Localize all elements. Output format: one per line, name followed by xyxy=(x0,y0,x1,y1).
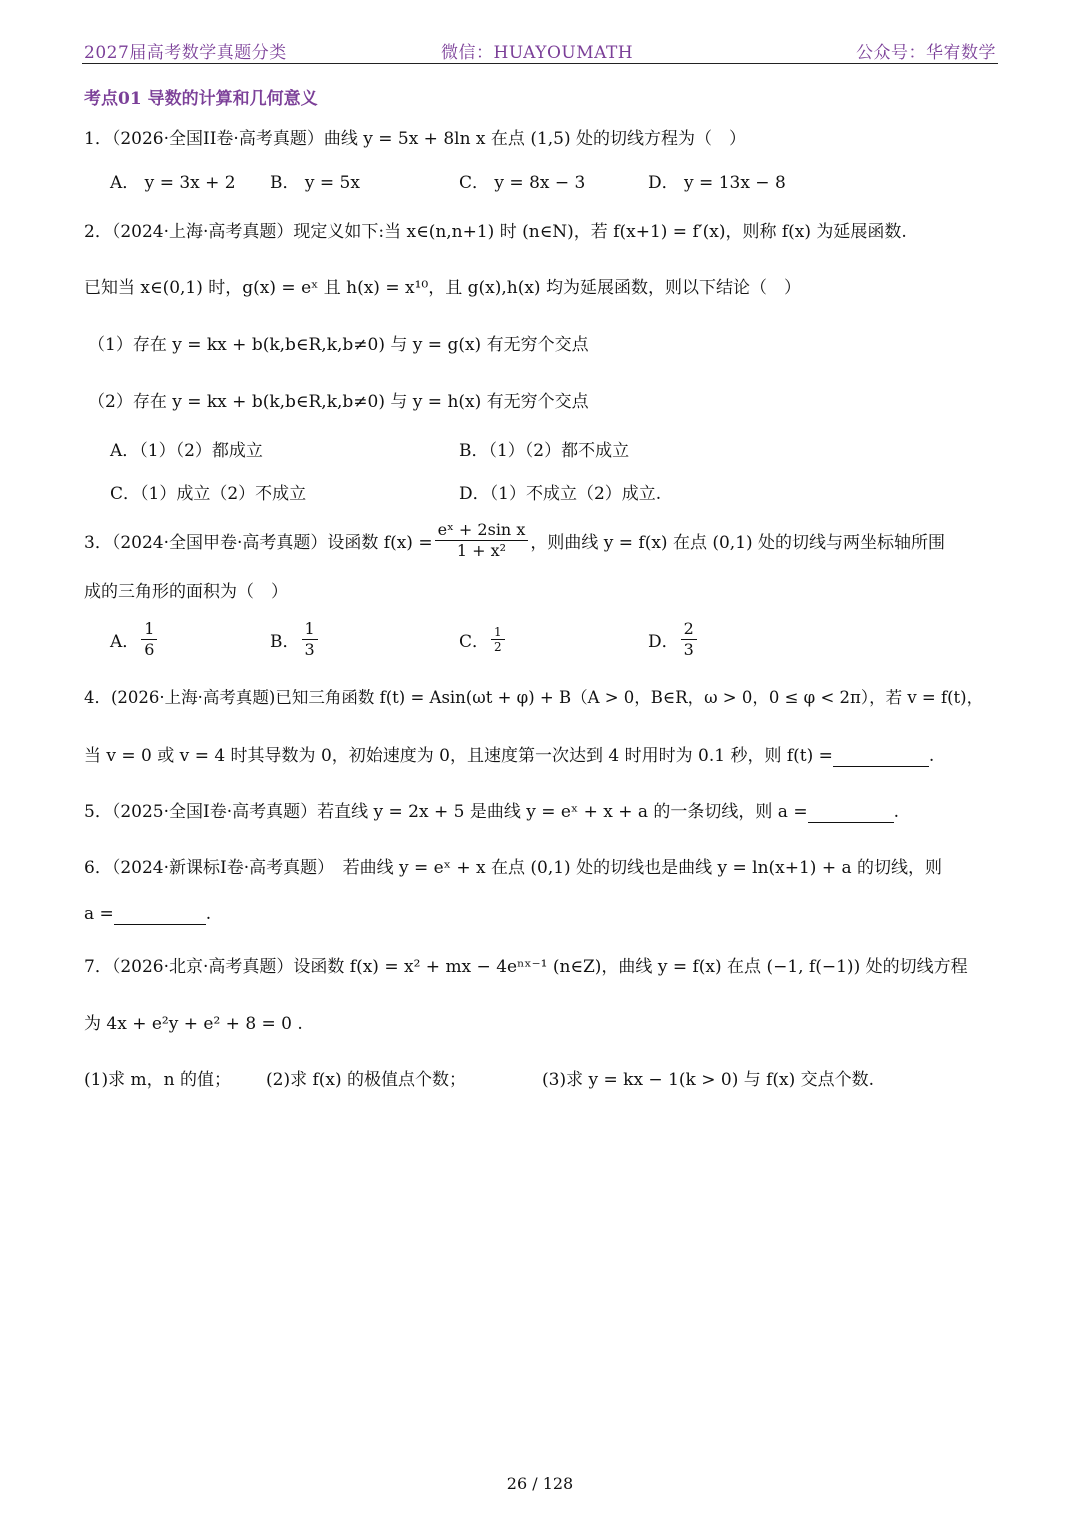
q3-option-d-label: D． xyxy=(648,631,679,652)
q6-answer-blank xyxy=(114,904,206,925)
q1-option-b: B． y = 5x xyxy=(270,173,360,193)
q6-line2-text: a = xyxy=(84,904,114,924)
q4-answer-blank xyxy=(833,746,929,767)
q5-answer-blank xyxy=(808,802,894,823)
question-5-line: 5．（2025·全国I卷·高考真题）若直线 y = 2x + 5 是曲线 y = eˣ + x + a 的一条切线，则 a = . xyxy=(84,802,899,822)
q2-option-c: C．（1）成立（2）不成立 xyxy=(110,484,307,504)
q3-option-b-den: 3 xyxy=(304,639,315,659)
q3-option-c xyxy=(459,616,507,662)
q2-option-b: B．（1）（2）都不成立 xyxy=(459,441,630,461)
question-7-line2: 为 4x + e²y + e² + 8 = 0 . xyxy=(84,1014,303,1034)
question-4-line2: 当 v = 0 或 v = 4 时其导数为 0，初始速度为 0，且速度第一次达到 4 时用时为 0.1 秒，则 f(t) = . xyxy=(84,746,935,766)
q3-option-d-den: 3 xyxy=(683,639,694,659)
q3-stem-post: ，则曲线 y = f(x) 在点 (0,1) 处的切线与两坐标轴所围 xyxy=(530,532,946,553)
page-number: 26 / 128 xyxy=(506,1474,574,1493)
q3-frac-denominator: 1 + x² xyxy=(456,540,507,560)
q3-option-d-num: 2 xyxy=(681,619,697,640)
q3-frac-numerator: eˣ + 2sin x xyxy=(435,520,529,541)
question-3-stem-line2: 成的三角形的面积为（ ） xyxy=(84,582,288,602)
question-2-stem-line1: 2．（2024·上海·高考真题）现定义如下:当 x∈(n,n+1) 时 (n∈N)，若 f(x+1) = f′(x)，则称 f(x) 为延展函数. xyxy=(84,222,907,242)
q3-option-d xyxy=(648,616,699,662)
q2-statement-1: （1）存在 y = kx + b(k,b∈R,k,b≠0) 与 y = g(x) 有无穷个交点 xyxy=(88,335,589,355)
q1-option-a: A． y = 3x + 2 xyxy=(110,173,236,193)
header-right: 公众号：华宥数学 xyxy=(856,43,996,63)
q3-option-c-fraction xyxy=(491,625,505,654)
question-1-stem: 1．（2026·全国II卷·高考真题）曲线 y = 5x + 8ln x 在点 (1,5) 处的切线方程为（ ） xyxy=(84,129,747,149)
section-title: 考点01 导数的计算和几何意义 xyxy=(84,89,318,109)
q3-option-a-den: 6 xyxy=(144,639,155,659)
q3-option-b-num: 1 xyxy=(302,619,318,640)
q4-line2-text: 当 v = 0 或 v = 4 时其导数为 0，初始速度为 0，且速度第一次达到 4 时用时为 0.1 秒，则 f(t) = xyxy=(84,746,833,766)
q5-text: 5．（2025·全国I卷·高考真题）若直线 y = 2x + 5 是曲线 y = eˣ + x + a 的一条切线，则 a = xyxy=(84,802,808,822)
q3-option-a xyxy=(110,616,159,662)
q7-subquestion-2: (2)求 f(x) 的极值点个数； xyxy=(266,1070,467,1090)
q3-option-a-fraction xyxy=(141,619,157,660)
q3-option-b-fraction xyxy=(302,619,318,660)
q3-option-c-num: 1 xyxy=(491,625,505,640)
q3-stem-pre: 3．（2024·全国甲卷·高考真题）设函数 f(x) = xyxy=(84,532,433,553)
q2-option-a: A．（1）（2）都成立 xyxy=(110,441,263,461)
q7-subquestion-3: (3)求 y = kx − 1(k > 0) 与 f(x) 交点个数. xyxy=(542,1070,875,1090)
q7-subquestion-1: (1)求 m，n 的值； xyxy=(84,1070,231,1090)
q3-option-a-label: A． xyxy=(110,631,140,652)
q3-option-a-num: 1 xyxy=(141,619,157,640)
q3-option-b xyxy=(270,616,320,662)
question-6-line1: 6．（2024·新课标I卷·高考真题） 若曲线 y = eˣ + x 在点 (0,1) 处的切线也是曲线 y = ln(x+1) + a 的切线，则 xyxy=(84,858,943,878)
question-4-line1: 4．(2026·上海·高考真题)已知三角函数 f(t) = Asin(ωt + φ) + B（A > 0，B∈R，ω > 0，0 ≤ φ < 2π），若 v = f(t)， xyxy=(84,688,984,707)
question-3-stem-line1 xyxy=(84,516,945,564)
q2-option-d: D．（1）不成立（2）成立. xyxy=(459,484,662,504)
q3-option-d-fraction xyxy=(681,619,697,660)
question-7-line1: 7．（2026·北京·高考真题）设函数 f(x) = x² + mx − 4eⁿˣ⁻¹ (n∈Z)，曲线 y = f(x) 在点 (−1, f(−1)) 处的切线方程 xyxy=(84,957,968,977)
header-rule xyxy=(82,63,998,64)
header-center: 微信：HUAYOUMATH xyxy=(441,43,634,63)
q1-option-d: D． y = 13x − 8 xyxy=(648,173,786,193)
q3-option-b-label: B． xyxy=(270,631,300,652)
question-2-stem-line2: 已知当 x∈(0,1) 时，g(x) = eˣ 且 h(x) = x¹⁰，且 g(x),h(x) 均为延展函数，则以下结论（ ） xyxy=(84,278,801,298)
header-left: 2027届高考数学真题分类 xyxy=(84,43,287,63)
q3-stem-fraction xyxy=(435,520,529,561)
q3-option-c-label: C． xyxy=(459,631,490,652)
question-6-line2: a = . xyxy=(84,904,212,924)
q2-statement-2: （2）存在 y = kx + b(k,b∈R,k,b≠0) 与 y = h(x) 有无穷个交点 xyxy=(88,392,589,412)
q1-option-c: C． y = 8x − 3 xyxy=(459,173,586,193)
q3-option-c-den: 2 xyxy=(494,639,502,654)
